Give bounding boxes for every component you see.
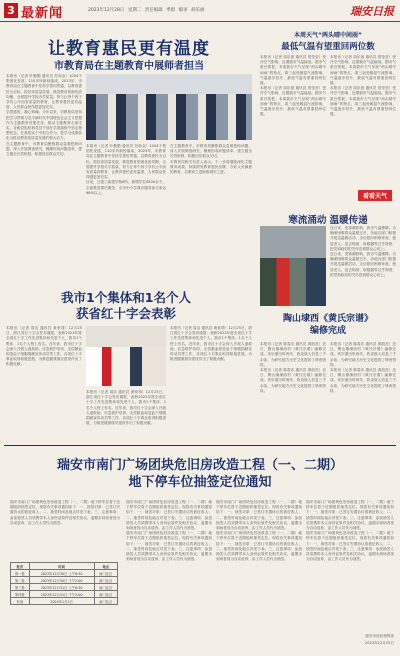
redcross-headline-line2: 获省红十字会表彰: [75, 306, 176, 321]
cold-column: [330, 226, 396, 306]
section-divider: [4, 445, 396, 446]
notice-paragraph: 瑞安市南门广场团块危旧房改造工程（一、二期）地下停车位将于近期组织抽签定位。现将有关事项通知如下：一、抽签对象：已签订安置协议的被征收人；二、抽签时间及地点详见下表；三、注意事项：参加抽签人员须携带本人身份证原件及相关协议，逾期未到场者视为自动放弃，由工作人员代为抽签。: [10, 500, 120, 525]
newspaper-brand: 瑞安日报: [350, 5, 394, 18]
redcross-headline: [6, 290, 246, 322]
table-cell: 2023年12月30日 上午8:30: [29, 570, 94, 577]
masthead: [0, 0, 400, 22]
table-cell: 2023年12月30日 下午2:00: [29, 577, 94, 584]
table-cell: 第四批: [11, 591, 30, 598]
notice-paragraph: 瑞安市南门广场团块危旧房改造工程（一、二期）地下停车位将于近期组织抽签定位。现将有关事项通知如下：一、抽签对象：已签订安置协议的被征收人；二、抽签时间及地点详见下表；三、注意事项：参加抽签人员须携带本人身份证原件及相关协议，逾期未到场者视为自动放弃，由工作人员代为抽签。: [306, 531, 394, 562]
table-cell: 第三批: [11, 584, 30, 591]
page-number: 3: [4, 3, 18, 18]
table-cell: 第一批: [11, 570, 30, 577]
notice-column-4: [306, 500, 394, 628]
table-header-cell: 地点: [94, 563, 117, 570]
table-cell: 南门社区: [94, 591, 117, 598]
notice-paragraph: 瑞安市南门广场团块危旧房改造工程（一、二期）地下停车位将于近期组织抽签定位。现将有关事项通知如下：一、抽签对象：已签订安置协议的被征收人；二、抽签时间及地点详见下表；三、注意事项：参加抽签人员须携带本人身份证原件及相关协议，逾期未到场者视为自动放弃，由工作人员代为抽签。: [126, 500, 212, 531]
table-header-cell: 时间: [29, 563, 94, 570]
genealogy-paragraph: 本报讯（记者 陈春乐 通讯员 黄凯亮）近日，陶山镇埭西村《黄氏宗谱》编修完成。该宗谱历时两年，收录族人信息三千余条，为研究地方历史文化提供了珍贵资料。: [260, 342, 326, 367]
genealogy-paragraph: 本报讯（记者 陈春乐 通讯员 黄凯亮）近日，陶山镇埭西村《黄氏宗谱》编修完成。该宗谱历时两年，收录族人信息三千余条，为研究地方历史文化提供了珍贵资料。: [330, 342, 396, 367]
lead-paragraph: 在主题教育中，市教育局聚焦群众急难愁盼问题，深入开展调查研究，梳理形成问题清单，建立健全长效机制，积极回应群众关切。: [170, 144, 252, 159]
redcross-photo: [86, 326, 166, 386]
notice-paragraph: 瑞安市南门广场团块危旧房改造工程（一、二期）地下停车位将于近期组织抽签定位。现将有关事项通知如下：一、抽签对象：已签订安置协议的被征收人；二、抽签时间及地点详见下表；三、注意事项：参加抽签人员须携带本人身份证原件及相关协议，逾期未到场者视为自动放弃，由工作人员代为抽签。: [216, 531, 302, 562]
weather-tag: 看看天气: [358, 190, 392, 201]
table-cell: 南门社区: [94, 577, 117, 584]
notice-headline-line2: 地下停车位抽签定位通知: [128, 475, 272, 490]
cold-paragraph: 连日来，受寒潮影响，我市气温骤降。为确保困难群众温暖过冬，各地各部门积极开展送温暖活动，走访慰问困难家庭、独居老人，送去棉被、取暖器等过冬物资，把党和政府的关怀送到群众心坎上。: [330, 226, 396, 251]
redcross-column-3: [170, 326, 252, 440]
table-cell: 2023年12月31日 下午2:00: [29, 591, 94, 598]
redcross-column-1: [6, 326, 82, 440]
notice-column-2: [126, 500, 212, 648]
lead-headline: 让教育惠民更有温度: [48, 39, 210, 59]
notice-paragraph: 瑞安市南门广场团块危旧房改造工程（一、二期）地下停车位将于近期组织抽签定位。现将有关事项通知如下：一、抽签对象：已签订安置协议的被征收人；二、抽签时间及地点详见下表；三、注意事项：参加抽签人员须携带本人身份证原件及相关协议，逾期未到场者视为自动放弃，由工作人员代为抽签。: [306, 500, 394, 531]
table-cell: 2024年1月2日: [29, 598, 94, 605]
section-title: 最新闻: [21, 6, 64, 21]
table-row: [11, 598, 118, 605]
weather-column-2: [330, 55, 396, 187]
weather-headline: 最低气温有望重回两位数: [281, 42, 375, 52]
table-cell: 南门社区: [94, 598, 117, 605]
lead-column-2: [86, 144, 166, 282]
lead-subheadline: 市教育局在主题教育中展师者担当: [54, 61, 204, 72]
cold-paragraph: 连日来，受寒潮影响，我市气温骤降。为确保困难群众温暖过冬，各地各部门积极开展送温暖活动，走访慰问困难家庭、独居老人，送去棉被、取暖器等过冬物资，把党和政府的关怀送到群众心坎上。: [330, 252, 396, 277]
redcross-headline-line1: 我市1个集体和1名个人: [61, 290, 191, 305]
issue-meta: 2023年12月28日 星期二 责任编辑 季群 编审 胡乐丽: [88, 8, 205, 13]
genealogy-paragraph: 本报讯（记者 陈春乐 通讯员 黄凯亮）近日，陶山镇埭西村《黄氏宗谱》编修完成。该宗谱历时两年，收录族人信息三千余条，为研究地方历史文化提供了珍贵资料。: [260, 368, 326, 393]
notice-column-1: [10, 500, 120, 560]
lead-paragraph: 市教育局相关负责人表示，下一步将继续深化主题教育成果，持续擦亮教育惠民品牌，办好人民满意的教育，以教育之进助推城市之进。: [170, 159, 252, 175]
genealogy-column-1: [260, 342, 326, 440]
weather-paragraph: 本报讯（记者 周乐意 通讯员 曾莹莹）受冷空气影响，近期我市气温偏低。据市气象台预报，本周我市天气呈现“两头晴中间雨”的特点，周三起受暖湿气流影响，气温逐步回升，最低气温有望重回两位数。: [260, 55, 326, 86]
weather-paragraph: 本报讯（记者 周乐意 通讯员 曾莹莹）受冷空气影响，近期我市气温偏低。据市气象台预报，本周我市天气呈现“两头晴中间雨”的特点，周三起受暖湿气流影响，气温逐步回升，最低气温有望重回两位数。: [260, 86, 326, 117]
weather-paragraph: 本报讯（记者 周乐意 通讯员 曾莹莹）受冷空气影响，近期我市气温偏低。据市气象台预报，本周我市天气呈现“两头晴中间雨”的特点，周三起受暖湿气流影响，气温逐步回升，最低气温有望重回两位数。: [330, 55, 396, 86]
table-cell: 2023年12月31日 上午8:30: [29, 584, 94, 591]
genealogy-paragraph: 本报讯（记者 陈春乐 通讯员 黄凯亮）近日，陶山镇埭西村《黄氏宗谱》编修完成。该宗谱历时两年，收录族人信息三千余条，为研究地方历史文化提供了珍贵资料。: [330, 368, 396, 393]
lead-column-1: [6, 74, 82, 282]
table-row: [11, 584, 118, 591]
lead-paragraph: 学思践悟，凝心铸魂。今年以来，市教育局坚持把学习贯彻习近平新时代中国特色社会主义思想作为主题教育首要任务，推动主题教育走深走实，各级党组织和党员干部在学思践悟中坚定理想信念，在真抓实干中担当作为，把学习成果转化为推动教育高质量发展的强大动力。: [6, 110, 82, 141]
redcross-paragraph: 本报讯（记者 周洁 通讯员 黄家靖）12月25日，浙江省红十字会发布通报，表彰2023年度全省红十字工作先进集体和先进个人，我市1个集体、1名个人榜上有名。近年来，我市红十字会深入开展人道救助、应急救护培训、无偿献血和造血干细胞捐献宣传动员等工作，各项红十字事业取得积极进展，为推进健康瑞安建设作出了积极贡献。: [86, 390, 166, 426]
notice-headline: [6, 457, 394, 491]
redcross-column-2: [86, 390, 166, 440]
redcross-paragraph: 本报讯（记者 周洁 通讯员 黄家靖）12月25日，浙江省红十字会发布通报，表彰2023年度全省红十字工作先进集体和先进个人，我市1个集体、1名个人榜上有名。近年来，我市红十字会深入开展人道救助、应急救护培训、无偿献血和造血干细胞捐献宣传动员等工作，各项红十字事业取得积极进展，为推进健康瑞安建设作出了积极贡献。: [170, 326, 252, 362]
weather-kicker: 本周天气“两头晴中间雨”: [294, 32, 362, 39]
table-cell: 补抽: [11, 598, 30, 605]
table-cell: 第二批: [11, 577, 30, 584]
table-row: [11, 591, 118, 598]
genealogy-headline-line1: 陶山埭西《黄氏宗谱》: [282, 314, 373, 324]
notice-paragraph: 瑞安市南门广场团块危旧房改造工程（一、二期）地下停车位将于近期组织抽签定位。现将有关事项通知如下：一、抽签对象：已签订安置协议的被征收人；二、抽签时间及地点详见下表；三、注意事项：参加抽签人员须携带本人身份证原件及相关协议，逾期未到场者视为自动放弃，由工作人员代为抽签。: [216, 500, 302, 531]
genealogy-column-2: [330, 342, 396, 440]
cold-headline: 寒流涌动 温暖传递: [288, 215, 368, 226]
lead-paragraph: 本报讯（记者 叶勤勤 通讯员 苏尚金）1004个集团化发展，110多所新校落成，2023年，市教育局在主题教育中坚持学思用贯通，以教育惠民为目标，抓好高质量发展，推进教育资源优质均衡，全面提升学校办学质量，努力让每个孩子享有公平而有质量的教育，让教育惠民更有温度，人民群众获得感更加充实。: [86, 144, 166, 180]
lead-paragraph: 本报讯（记者 叶勤勤 通讯员 苏尚金）1004个集团化发展，110多所新校落成，2023年，市教育局在主题教育中坚持学思用贯通，以教育惠民为目标，抓好高质量发展，推进教育资源优质均衡，全面提升学校办学质量，努力让每个孩子享有公平而有质量的教育，让教育惠民更有温度，人民群众获得感更加充实。: [6, 74, 82, 110]
weather-paragraph: 本报讯（记者 周乐意 通讯员 曾莹莹）受冷空气影响，近期我市气温偏低。据市气象台预报，本周我市天气呈现“两头晴中间雨”的特点，周三起受暖湿气流影响，气温逐步回升，最低气温有望重回两位数。: [330, 86, 396, 117]
table-header-cell: 批次: [11, 563, 30, 570]
notice-paragraph: 瑞安市南门广场团块危旧房改造工程（一、二期）地下停车位将于近期组织抽签定位。现将有关事项通知如下：一、抽签对象：已签订安置协议的被征收人；二、抽签时间及地点详见下表；三、注意事项：参加抽签人员须携带本人身份证原件及相关协议，逾期未到场者视为自动放弃，由工作人员代为抽签。: [126, 531, 212, 562]
lottery-schedule-table: [10, 562, 118, 605]
table-cell: 南门社区: [94, 584, 117, 591]
volunteer-photo: [260, 226, 326, 306]
table-row: [11, 577, 118, 584]
lead-paragraph: 目前，已竣工新建学校6所，新增学位4500余个，全面推进课后服务，全市中小学课后服务参与率达98%以上。: [86, 180, 166, 195]
notice-headline-line1: 瑞安市南门广场团块危旧房改造工程（一、二期）: [56, 458, 343, 473]
classroom-photo: [86, 74, 252, 140]
redcross-paragraph: 本报讯（记者 周洁 通讯员 黄家靖）12月25日，浙江省红十字会发布通报，表彰2023年度全省红十字工作先进集体和先进个人，我市1个集体、1名个人榜上有名。近年来，我市红十字会深入开展人道救助、应急救护培训、无偿献血和造血干细胞捐献宣传动员等工作，各项红十字事业取得积极进展，为推进健康瑞安建设作出了积极贡献。: [6, 326, 82, 367]
table-header-row: [11, 563, 118, 570]
notice-signature-org: 瑞安市征收指挥部: [365, 634, 394, 638]
genealogy-headline: [258, 313, 398, 337]
notice-signature-date: 2023年12月25日: [364, 641, 394, 645]
genealogy-headline-line2: 编修完成: [309, 326, 346, 336]
table-cell: 南门社区: [94, 570, 117, 577]
lead-paragraph: 在主题教育中，市教育局聚焦群众急难愁盼问题，深入开展调查研究，梳理形成问题清单，建立健全长效机制，积极回应群众关切。: [6, 141, 82, 157]
lead-column-3: [170, 144, 252, 282]
table-row: [11, 570, 118, 577]
notice-column-3: [216, 500, 302, 648]
weather-column-1: [260, 55, 326, 187]
